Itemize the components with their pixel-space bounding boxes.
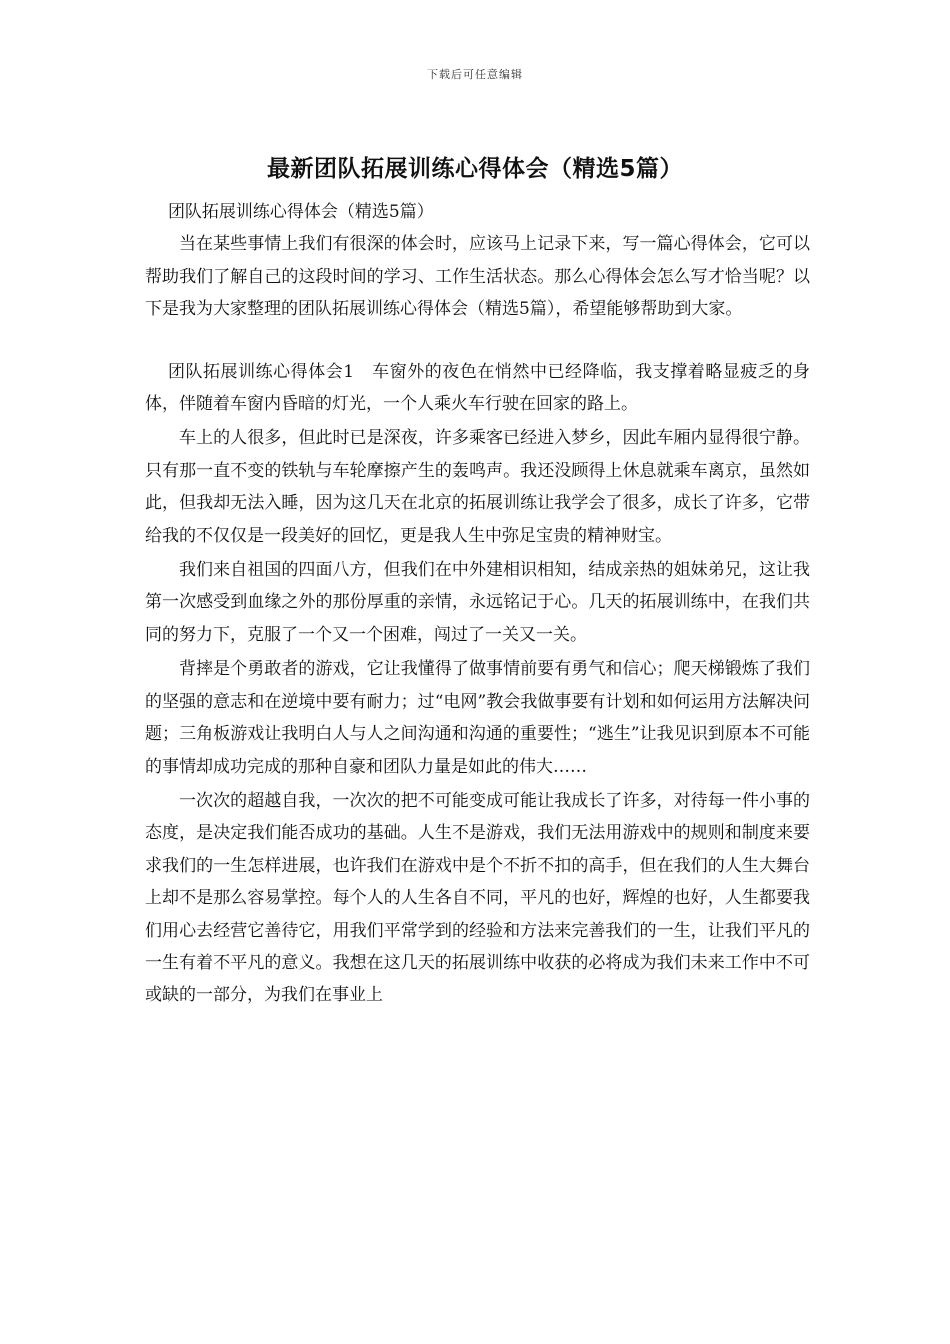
header-note: 下载后可任意编辑 [427, 68, 523, 81]
subtitle-paragraph: 团队拓展训练心得体会（精选5篇） [167, 202, 434, 222]
section-1-paragraph: 团队拓展训练心得体会1 车窗外的夜色在悄然中已经降临，我支撑着略显疲乏的身体，伴随着车窗内昏暗的灯光，一个人乘火车行驶在回家的路上。 [145, 361, 810, 415]
intro-paragraph: 当在某些事情上我们有很深的体会时，应该马上记录下来，写一篇心得体会，它可以帮助我们了解自己的这段时间的学习、工作生活状态。那么心得体会怎么写才恰当呢？以下是我为大家整理的团队拓展训练心得体会（精选5篇），希望能够帮助到大家。 [145, 234, 810, 320]
body-paragraph: 车上的人很多，但此时已是深夜，许多乘客已经进入梦乡，因此车厢内显得很宁静。只有那一直不变的铁轨与车轮摩擦产生的轰鸣声。我还没顾得上休息就乘车离京，虽然如此，但我却无法入睡，因为这几天在北京的拓展训练让我学会了很多，成长了许多，它带给我的不仅仅是一段美好的回忆，更是我人生中弥足宝贵的精神财宝。 [145, 428, 810, 546]
body-paragraph: 我们来自祖国的四面八方，但我们在中外建相识相知，结成亲热的姐妹弟兄，这让我第一次感受到血缘之外的那份厚重的亲情，永远铭记于心。几天的拓展训练中，在我们共同的努力下，克服了一个又一个困难，闯过了一关又一关。 [145, 560, 810, 645]
body-paragraph: 背摔是个勇敢者的游戏，它让我懂得了做事情前要有勇气和信心；爬天梯锻炼了我们的坚强的意志和在逆境中要有耐力；过“电网”教会我做事要有计划和如何运用方法解决问题；三角板游戏让我明白人与人之间沟通和沟通的重要性；“逃生”让我见识到原本不可能的事情却成功完成的那种自豪和团队力量是如此的伟大…… [145, 659, 810, 777]
body-paragraph: 一次次的超越自我，一次次的把不可能变成可能让我成长了许多，对待每一件小事的态度，是决定我们能否成功的基础。人生不是游戏，我们无法用游戏中的规则和制度来要求我们的一生怎样进展，也许我们在游戏中是个不折不扣的高手，但在我们的人生大舞台上却不是那么容易掌控。每个人的人生各自不同，平凡的也好，辉煌的也好，人生都要我们用心去经营它善待它，用我们平常学到的经验和方法来完善我们的一生，让我们平凡的一生有着不平凡的意义。我想在这几天的拓展训练中收获的必将成为我们未来工作中不可或缺的一部分，为我们在事业上 [145, 790, 810, 1006]
document-body [145, 196, 810, 1012]
document-title: 最新团队拓展训练心得体会（精选5篇） [266, 156, 683, 182]
